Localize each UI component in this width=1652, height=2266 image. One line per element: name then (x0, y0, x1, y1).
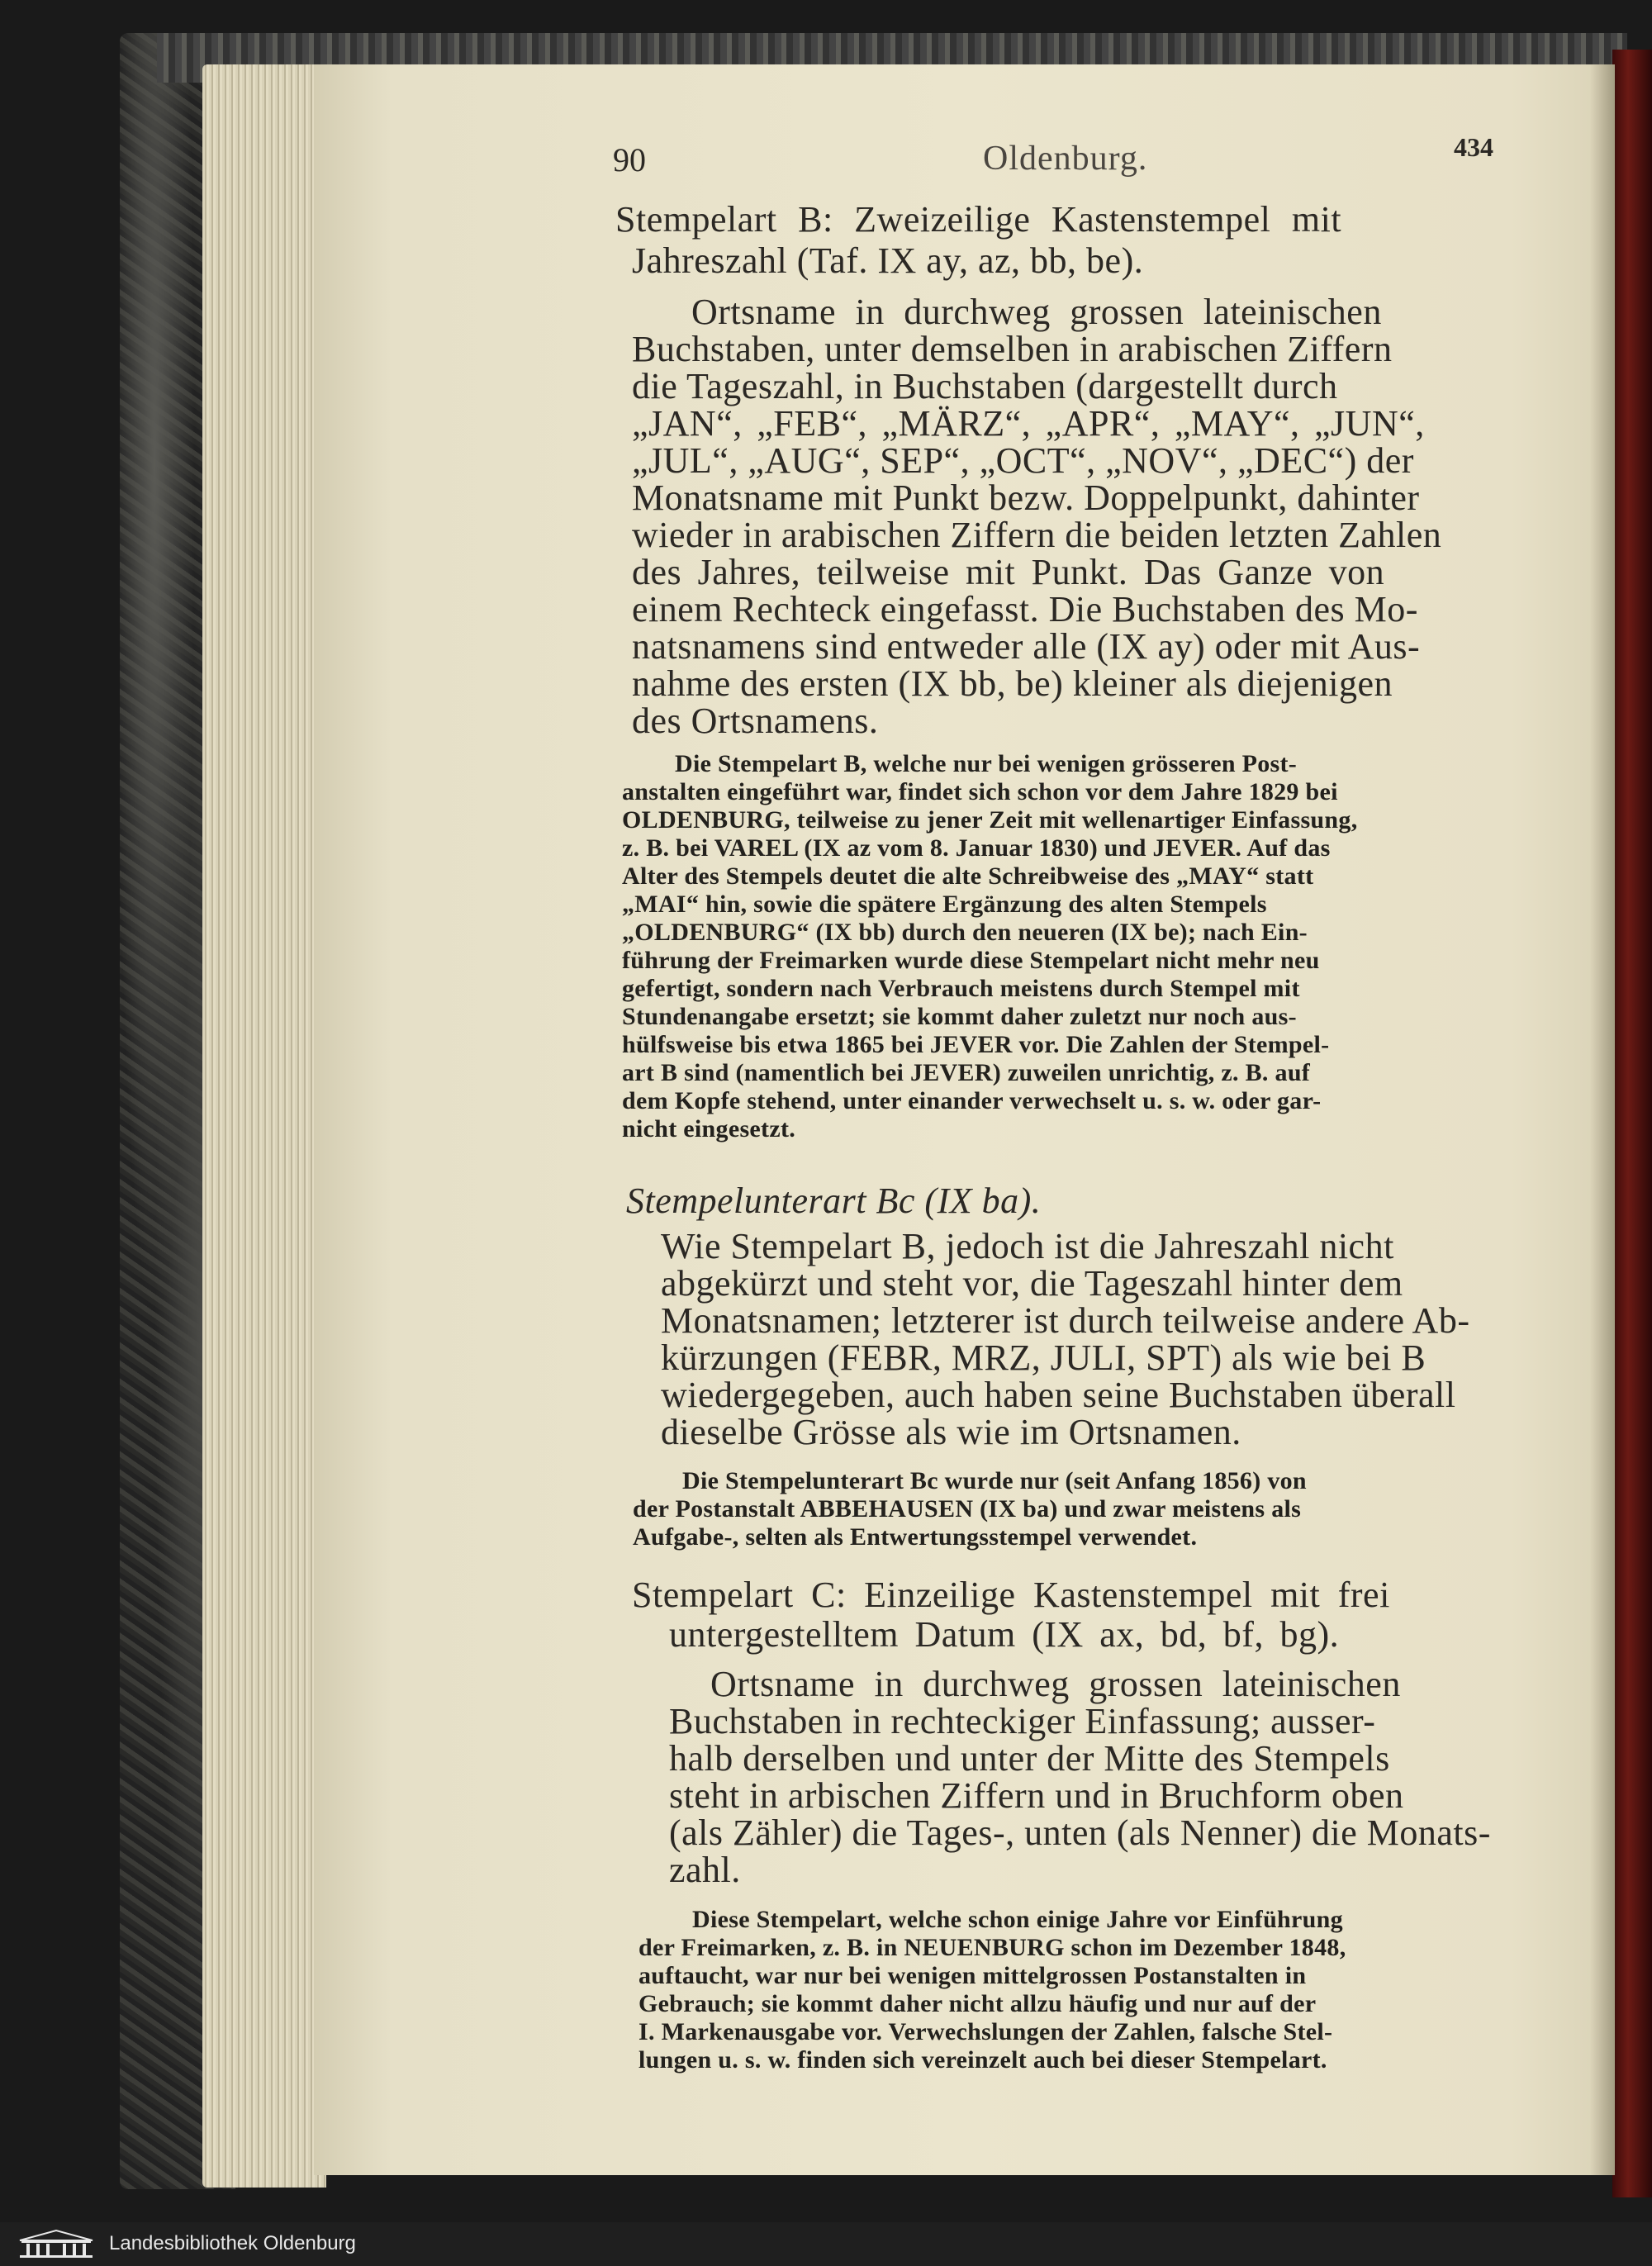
note-line: Die Stempelunterart Bc wurde nur (seit Anfang 1856) von (682, 1467, 1307, 1494)
body-line: halb derselben und unter der Mitte des Stempels (669, 1738, 1390, 1779)
note-line: führung der Freimarken wurde diese Stempelart nicht mehr neu (622, 947, 1320, 974)
note-line: z. B. bei VAREL (IX az vom 8. Januar 1830) und JEVER. Auf das (622, 834, 1331, 862)
running-title: Oldenburg. (983, 140, 1148, 178)
right-book-edge (1612, 50, 1652, 2197)
body-line: „JUL“, „AUG“, SEP“, „OCT“, „NOV“, „DEC“) der (632, 440, 1414, 481)
body-line: natsnamens sind entweder alle (IX ay) oder mit Aus- (632, 626, 1421, 667)
body-line: Ortsname in durchweg grossen lateinischen (710, 1664, 1401, 1704)
note-line: auftaucht, war nur bei wenigen mittelgrossen Postanstalten in (638, 1962, 1307, 1989)
body-line: Buchstaben in rechteckiger Einfassung; ausser- (669, 1701, 1376, 1741)
body-line: zahl. (669, 1850, 741, 1890)
heading-line: untergestelltem Datum (IX ax, bd, bf, bg). (669, 1614, 1340, 1655)
note-line: I. Markenausgabe vor. Verwechslungen der Zahlen, falsche Stel- (638, 2018, 1333, 2045)
note-line: „MAI“ hin, sowie die spätere Ergänzung des alten Stempels (622, 891, 1267, 918)
library-building-icon (15, 2229, 97, 2259)
note-line: Diese Stempelart, welche schon einige Jahre vor Einführung (692, 1906, 1343, 1933)
note-line: gefertigt, sondern nach Verbrauch meistens durch Stempel mit (622, 975, 1300, 1002)
body-line: des Jahres, teilweise mit Punkt. Das Ganze von (632, 552, 1385, 592)
body-line: Wie Stempelart B, jedoch ist die Jahreszahl nicht (661, 1226, 1394, 1266)
heading-line: Stempelunterart Bc (IX ba). (626, 1181, 1042, 1221)
note-line: Die Stempelart B, welche nur bei wenigen grösseren Post- (675, 750, 1298, 777)
note-line: der Freimarken, z. B. in NEUENBURG schon im Dezember 1848, (638, 1934, 1346, 1961)
body-line: nahme des ersten (IX bb, be) kleiner als diejenigen (632, 663, 1393, 704)
note-line: Aufgabe-, selten als Entwertungsstempel verwendet. (633, 1523, 1198, 1551)
note-line: dem Kopfe stehend, unter einander verwechselt u. s. w. oder gar- (622, 1087, 1322, 1114)
note-line: OLDENBURG, teilweise zu jener Zeit mit wellenartiger Einfassung, (622, 806, 1358, 834)
body-line: (als Zähler) die Tages-, unten (als Nenner) die Monats- (669, 1812, 1491, 1853)
note-line: „OLDENBURG“ (IX bb) durch den neueren (IX be); nach Ein- (622, 919, 1308, 946)
page-edge-stack (202, 64, 326, 2188)
body-line: kürzungen (FEBR, MRZ, JULI, SPT) als wie bei B (661, 1337, 1427, 1378)
body-line: abgekürzt und steht vor, die Tageszahl hinter dem (661, 1263, 1403, 1304)
body-line: Buchstaben, unter demselben in arabischen Ziffern (632, 329, 1393, 369)
note-line: art B sind (namentlich bei JEVER) zuweilen unrichtig, z. B. auf (622, 1059, 1311, 1086)
note-line: nicht eingesetzt. (622, 1115, 796, 1143)
body-line: Monatsnamen; letzterer ist durch teilweise andere Ab- (661, 1300, 1470, 1341)
body-line: dieselbe Grösse als wie im Ortsnamen. (661, 1412, 1241, 1452)
body-line: des Ortsnamens. (632, 701, 879, 741)
body-line: „JAN“, „FEB“, „MÄRZ“, „APR“, „MAY“, „JUN“, (632, 403, 1425, 444)
note-line: Alter des Stempels deutet die alte Schreibweise des „MAY“ statt (622, 862, 1314, 890)
note-line: hülfsweise bis etwa 1865 bei JEVER vor. Die Zahlen der Stempel- (622, 1031, 1330, 1058)
spine-shadow (1590, 64, 1615, 2175)
body-line: Ortsname in durchweg grossen lateinischen (691, 292, 1382, 332)
body-line: wieder in arabischen Ziffern die beiden letzten Zahlen (632, 515, 1442, 555)
note-line: Gebrauch; sie kommt daher nicht allzu häufig und nur auf der (638, 1990, 1317, 2017)
body-line: die Tageszahl, in Buchstaben (dargestellt durch (632, 366, 1338, 406)
body-line: wiedergegeben, auch haben seine Buchstaben überall (661, 1375, 1456, 1415)
folio-number: 434 (1454, 132, 1493, 162)
body-line: steht in arbischen Ziffern und in Bruchform oben (669, 1775, 1404, 1816)
body-line: Monatsname mit Punkt bezw. Doppelpunkt, dahinter (632, 477, 1420, 518)
note-line: Stundenangabe ersetzt; sie kommt daher zuletzt nur noch aus- (622, 1003, 1297, 1030)
heading-line: Jahreszahl (Taf. IX ay, az, bb, be). (632, 240, 1144, 281)
note-line: anstalten eingeführt war, findet sich schon vor dem Jahre 1829 bei (622, 778, 1338, 805)
heading-line: Stempelart C: Einzeilige Kastenstempel mit frei (632, 1575, 1390, 1615)
note-line: lungen u. s. w. finden sich vereinzelt auch bei dieser Stempelart. (638, 2046, 1327, 2074)
note-line: der Postanstalt ABBEHAUSEN (IX ba) und zwar meistens als (633, 1495, 1302, 1523)
library-footer-bar (0, 2222, 1652, 2266)
page-number: 90 (613, 141, 646, 178)
heading-line: Stempelart B: Zweizeilige Kastenstempel mit (615, 199, 1342, 240)
library-name: Landesbibliothek Oldenburg (109, 2232, 356, 2254)
body-line: einem Rechteck eingefasst. Die Buchstaben des Mo- (632, 589, 1418, 629)
